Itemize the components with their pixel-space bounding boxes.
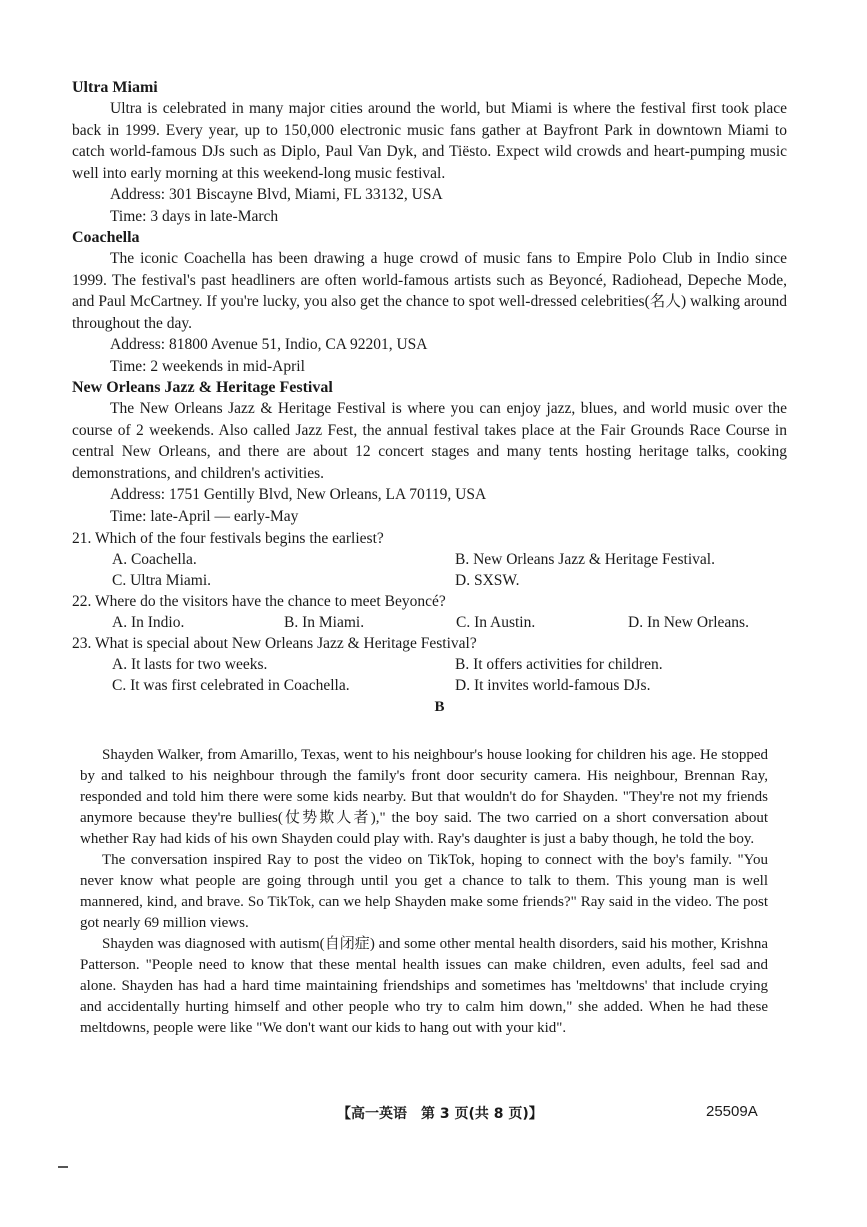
answer-options	[72, 654, 787, 696]
option-d[interactable]: D. In New Orleans.	[628, 614, 749, 631]
question-stem: 23. What is special about New Orleans Jazz & Heritage Festival?	[72, 635, 477, 652]
option-b[interactable]: B. In Miami.	[284, 614, 365, 631]
festival-description: The iconic Coachella has been drawing a huge crowd of music fans to Empire Polo Club in Indio since 1999. The festival's past headliners are often world-famous artists such as Beyoncé, Radiohead, Depeche Mode, and Paul McCartney. If you're lucky, you also get the chance to spot well-dressed celebrities(名人) walking around throughout the day.	[72, 250, 787, 332]
festival-time: Time: 3 days in late-March	[110, 208, 279, 225]
answer-options	[72, 549, 787, 591]
festival-title: Coachella	[72, 229, 140, 246]
festival-time: Time: late-April — early-May	[110, 508, 299, 525]
festival-time: Time: 2 weekends in mid-April	[110, 358, 305, 375]
festival-address: Address: 301 Biscayne Blvd, Miami, FL 33132, USA	[110, 186, 443, 203]
festival-title: New Orleans Jazz & Heritage Festival	[72, 379, 333, 396]
passage-paragraph: The conversation inspired Ray to post the video on TikTok, hoping to connect with the boy's family. "You never know what people are going through until you get a chance to talk to them. This young man is well mannered, kind, and brave. So TikTok, can we help Shayden make some friends?" Ray said in the video. The post got nearly 69 million views.	[80, 852, 768, 931]
page-number-label: 【高一英语 第 3 页(共 8 页)】	[337, 1106, 543, 1122]
answer-options	[72, 612, 787, 633]
option-d[interactable]: D. It invites world-famous DJs.	[455, 677, 651, 694]
option-a[interactable]: A. In Indio.	[112, 614, 185, 631]
festival-description: Ultra is celebrated in many major cities around the world, but Miami is where the festival first took place back in 1999. Every year, up to 150,000 electronic music fans gather at Bayfront Park in downtown Miami to catch world-famous DJs such as Diplo, Paul Van Dyk, and Tiësto. Expect wild crowds and heart-pumping music well into early morning at this weekend-long music festival.	[72, 100, 787, 182]
option-a[interactable]: A. It lasts for two weeks.	[112, 656, 268, 673]
festival-new-orleans-jazz	[72, 378, 787, 528]
question-stem: 21. Which of the four festivals begins the earliest?	[72, 530, 384, 547]
passage-paragraph: Shayden Walker, from Amarillo, Texas, went to his neighbour's house looking for children his age. He stopped by and talked to his neighbour through the family's front door security camera. His neighbour, Brennan Ray, responded and told him there were some kids nearby. But that wouldn't do for Shayden. "They're not my friends anymore because they're bullies(仗势欺人者)," the boy said. The two carried on a short conversation about whether Ray had kids of his own Shayden could play with. Ray's daughter is just a baby though, he told the boy.	[80, 747, 768, 847]
question-stem: 22. Where do the visitors have the chance to meet Beyoncé?	[72, 593, 446, 610]
exam-code: 25509A	[706, 1103, 758, 1120]
option-c[interactable]: C. In Austin.	[456, 614, 536, 631]
section-a	[72, 78, 787, 718]
question-21	[72, 528, 787, 591]
passage-paragraph: Shayden was diagnosed with autism(自闭症) and some other mental health disorders, said his mother, Krishna Patterson. "People need to know that these mental health issues can make children, even adults, feel sad and alone. Shayden has had a hard time maintaining friendships and sometimes has 'meltdowns' that include crying and accidentally hurting himself and other people who try to calm him down," she added. When he had these meltdowns, people were like "We don't want our kids to hang out with your kid".	[80, 936, 768, 1036]
festival-coachella	[72, 228, 787, 378]
option-b[interactable]: B. New Orleans Jazz & Heritage Festival.	[455, 551, 715, 568]
section-b-heading: B	[434, 699, 445, 715]
option-c[interactable]: C. Ultra Miami.	[112, 572, 212, 589]
option-a[interactable]: A. Coachella.	[112, 551, 197, 568]
festival-description: The New Orleans Jazz & Heritage Festival is where you can enjoy jazz, blues, and world music over the course of 2 weekends. Also called Jazz Fest, the annual festival takes place at the Fair Grounds Race Course in central New Orleans, and there are about 12 concert stages and many tents hosting heritage talks, cooking demonstrations, and children's activities.	[72, 400, 787, 482]
question-22	[72, 591, 787, 633]
option-c[interactable]: C. It was first celebrated in Coachella.	[112, 677, 350, 694]
festival-title: Ultra Miami	[72, 79, 158, 96]
passage-b	[80, 745, 768, 1039]
option-b[interactable]: B. It offers activities for children.	[455, 656, 663, 673]
scan-edge-mark	[58, 1166, 68, 1168]
page-footer	[0, 1103, 867, 1127]
festival-ultra-miami	[72, 78, 787, 228]
festival-address: Address: 1751 Gentilly Blvd, New Orleans, LA 70119, USA	[110, 486, 487, 503]
question-23	[72, 633, 787, 696]
festival-address: Address: 81800 Avenue 51, Indio, CA 92201, USA	[110, 336, 428, 353]
option-d[interactable]: D. SXSW.	[455, 572, 520, 589]
